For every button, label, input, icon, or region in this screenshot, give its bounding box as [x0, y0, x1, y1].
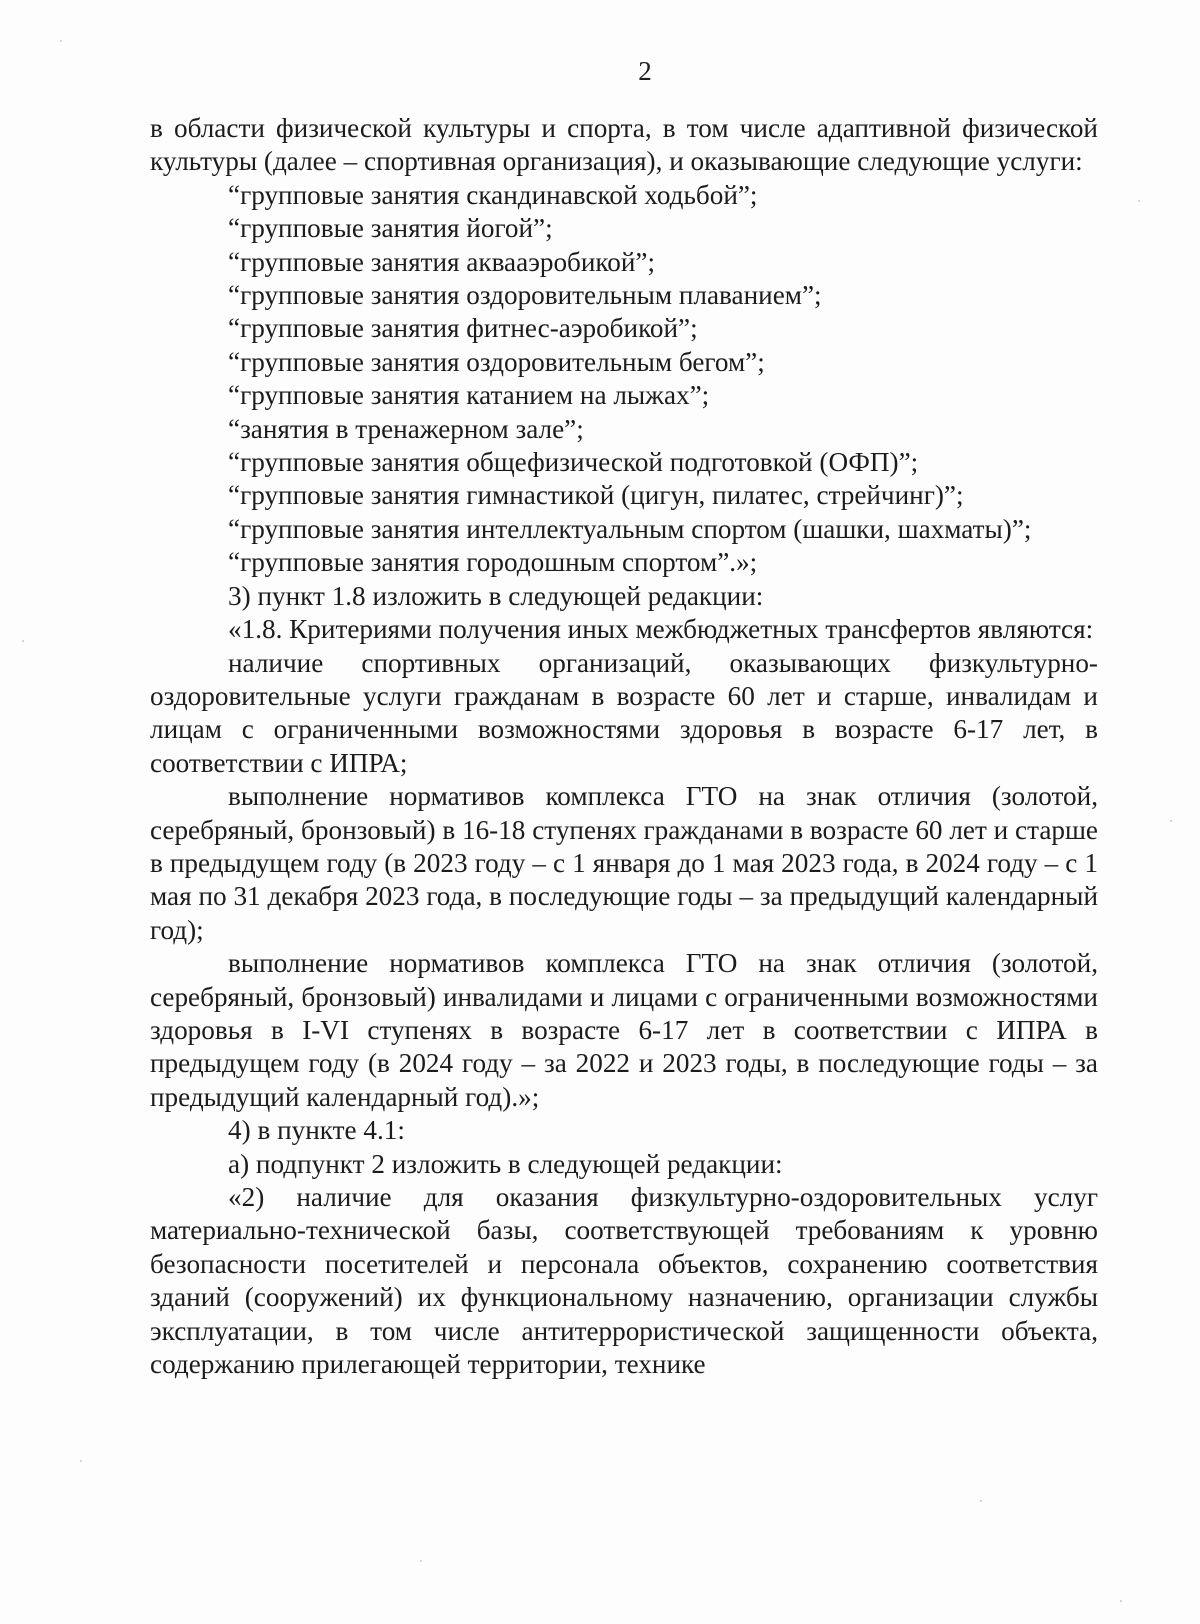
list-item-service: “групповые занятия фитнес-аэробикой”; — [228, 313, 698, 344]
paragraph-item-3: 3) пункт 1.8 изложить в следующей редакции: — [228, 580, 764, 611]
list-item-service: “групповые занятия оздоровительным бегом”; — [228, 346, 765, 377]
paragraph-criterion: выполнение нормативов комплекса ГТО на знак отличия (золотой, серебряный, бронзовый) в 16-18 ступенях гражданами в возрасте 60 лет и старше в предыдущем году (в 2023 году – с 1 января до 1 мая 2023 года, в 2024 году – с 1 мая по 31 декабря 2023 года, в последующие годы – за предыдущий календарный год); — [150, 781, 1098, 945]
list-item-service: “групповые занятия гимнастикой (цигун, пилатес, стрейчинг)”; — [228, 480, 964, 511]
list-item-service: “занятия в тренажерном зале”; — [228, 413, 584, 444]
list-item-service: “групповые занятия городошным спортом”.»; — [228, 547, 758, 578]
paragraph-item-4: 4) в пункте 4.1: — [228, 1115, 405, 1146]
list-item-service: “групповые занятия йогой”; — [228, 213, 553, 244]
document-body — [150, 112, 1098, 1381]
paragraph-intro: в области физической культуры и спорта, в том числе адаптивной физической культуры (далее – спортивная организация), и оказывающие следующие услуги: — [150, 113, 1098, 177]
paragraph-criteria-heading: «1.8. Критериями получения иных межбюджетных трансфертов являются: — [228, 614, 1094, 645]
list-item-service: “групповые занятия аквааэробикой”; — [228, 246, 656, 277]
page-number: 2 — [638, 56, 652, 86]
paragraph-subitem-2: «2) наличие для оказания физкультурно-оздоровительных услуг материально-технической базы, соответствующей требованиям к уровню безопасности посетителей и персонала объектов, сохранению соответствия зданий (сооружений) их функциональному назначению, организации службы эксплуатации, в том числе антитеррористической защищенности объекта, содержанию прилегающей территории, технике — [150, 1182, 1098, 1380]
list-item-service: “групповые занятия оздоровительным плаванием”; — [228, 280, 822, 311]
list-item-service: “групповые занятия общефизической подготовкой (ОФП)”; — [228, 447, 919, 478]
list-item-service: “групповые занятия катанием на лыжах”; — [228, 380, 710, 411]
paragraph-criterion: наличие спортивных организаций, оказывающих физкультурно-оздоровительные услуги гражданам в возрасте 60 лет и старше, инвалидам и лицам с ограниченными возможностями здоровья в возрасте 6-17 лет, в соответствии с ИПРА; — [150, 647, 1098, 778]
paragraph-criterion: выполнение нормативов комплекса ГТО на знак отличия (золотой, серебряный, бронзовый) инвалидами и лицами с ограниченными возможностями здоровья в I-VI ступенях в возрасте 6-17 лет в соответствии с ИПРА в предыдущем году (в 2024 году – за 2022 и 2023 годы, в последующие годы – за предыдущий календарный год).»; — [150, 948, 1098, 1112]
paragraph-subitem-a: а) подпункт 2 изложить в следующей редакции: — [228, 1148, 783, 1179]
list-item-service: “групповые занятия скандинавской ходьбой”; — [228, 179, 758, 210]
list-item-service: “групповые занятия интеллектуальным спортом (шашки, шахматы)”; — [228, 513, 1032, 544]
